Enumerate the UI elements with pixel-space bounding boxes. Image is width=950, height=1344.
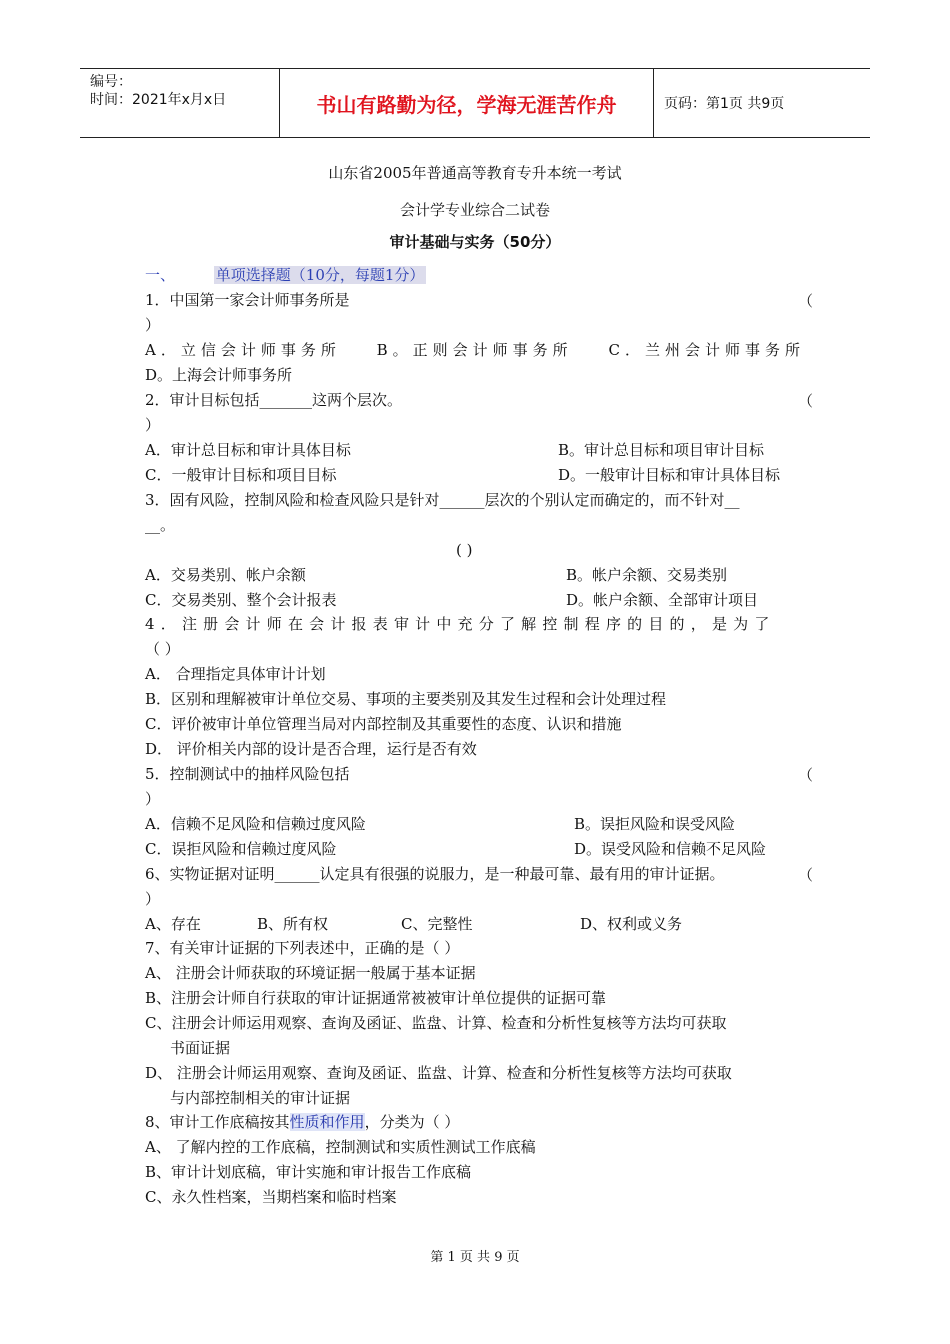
q6-option-d: D、权利或义务	[580, 915, 683, 933]
subject-title: 审计基础与实务（50分）	[389, 233, 561, 251]
q7-option-d-cont: 与内部控制相关的审计证据	[170, 1089, 351, 1107]
q4-option-c: C．评价被审计单位管理当局对内部控制及其重要性的态度、认识和措施	[145, 715, 622, 733]
q1-option-d: D。上海会计师事务所	[145, 366, 293, 384]
q4-option-d: D． 评价相关内部的设计是否合理，运行是否有效	[145, 740, 477, 758]
section-number: 一、	[145, 266, 176, 284]
section-heading	[145, 265, 426, 285]
q1-option-a: A．立信会计师事务所	[145, 341, 341, 359]
q6-option-c: C、完整性	[401, 915, 473, 933]
q8-stem-post: ，分类为（ ）	[364, 1113, 460, 1131]
q3-stem-cont: __。	[145, 516, 176, 534]
section-title: 单项选择题（10分，每题1分）	[215, 266, 425, 284]
q6-stem: 6、实物证据对证明______认定具有很强的说服力，是一种最可靠、最有用的审计证据。	[145, 865, 725, 883]
q8-stem	[145, 1112, 459, 1132]
q1-paren-open: （	[798, 292, 814, 310]
q1-stem: 1．中国第一家会计师事务所是	[145, 291, 350, 309]
q5-paren-open: （	[798, 766, 814, 784]
q4-option-b: B．区别和理解被审计单位交易、事项的主要类别及其发生过程和会计处理过程	[145, 690, 667, 708]
q7-option-a: A、 注册会计师获取的环境证据一般属于基本证据	[145, 964, 476, 982]
q8-stem-pre: 8、审计工作底稿按其	[145, 1113, 290, 1131]
page-footer: 第 1 页 共 9 页	[430, 1250, 520, 1265]
q7-option-c: C、注册会计师运用观察、查询及函证、监盘、计算、检查和分析性复核等方法均可获取	[145, 1014, 727, 1032]
q2-option-a: A．审计总目标和审计具体目标	[145, 441, 351, 459]
q8-option-c: C、永久性档案，当期档案和临时档案	[145, 1188, 397, 1206]
q3-option-d: D。帐户余额、全部审计项目	[566, 591, 759, 609]
q5-option-a: A．信赖不足风险和信赖过度风险	[145, 815, 366, 833]
q5-stem: 5．控制测试中的抽样风险包括	[145, 765, 350, 783]
q2-paren-open: （	[798, 392, 814, 410]
q4-paren: （ ）	[145, 640, 180, 658]
q1-option-c: C．兰州会计师事务所	[608, 341, 805, 359]
q3-paren: ( )	[456, 541, 473, 559]
q3-stem: 3．固有风险，控制风险和检查风险只是针对______层次的个别认定而确定的，而不针对__	[145, 491, 740, 509]
q4-option-a: A． 合理指定具体审计计划	[145, 665, 326, 683]
q6-paren-close: ）	[145, 890, 161, 908]
q1-option-b: B。正则会计师事务所	[376, 341, 573, 359]
q8-option-b: B、审计计划底稿，审计实施和审计报告工作底稿	[145, 1163, 472, 1181]
motto-text: 书山有路勤为径，学海无涯苦作舟	[316, 92, 617, 117]
q2-paren-close: ）	[145, 416, 161, 434]
paper-title: 会计学专业综合二试卷	[399, 201, 550, 219]
exam-title: 山东省2005年普通高等教育专升本统一考试	[328, 164, 622, 182]
q8-stem-highlight: 性质和作用	[289, 1113, 365, 1131]
q2-stem: 2．审计目标包括_______这两个层次。	[145, 391, 403, 409]
q5-option-d: D。误受风险和信赖不足风险	[574, 840, 767, 858]
q2-option-d: D。一般审计目标和审计具体目标	[558, 466, 781, 484]
q2-option-c: C．一般审计目标和项目目标	[145, 466, 337, 484]
q3-option-c: C．交易类别、整个会计报表	[145, 591, 337, 609]
header-left-cell	[80, 69, 280, 137]
q4-stem: 4．注册会计师在会计报表审计中充分了解控制程序的目的，是为了	[145, 615, 776, 633]
q7-stem: 7、有关审计证据的下列表述中，正确的是（ ）	[145, 939, 460, 957]
page-header-table	[80, 68, 870, 138]
q7-option-b: B、注册会计师自行获取的审计证据通常被被审计单位提供的证据可靠	[145, 989, 607, 1007]
q1-paren-close: ）	[145, 316, 161, 334]
number-label: 编号：	[90, 74, 132, 90]
q7-option-c-cont: 书面证据	[170, 1039, 231, 1057]
q5-option-b: B。误拒风险和误受风险	[574, 815, 736, 833]
time-label: 时间：2021年x月x日	[90, 92, 227, 108]
q5-paren-close: ）	[145, 790, 161, 808]
motto-cell	[280, 69, 654, 137]
q2-option-b: B。审计总目标和项目审计目标	[558, 441, 765, 459]
page-info-cell	[654, 69, 870, 137]
q6-option-a: A、存在	[145, 915, 201, 933]
q5-option-c: C．误拒风险和信赖过度风险	[145, 840, 337, 858]
page-info-text: 页码：第1页 共9页	[664, 96, 785, 112]
q8-option-a: A、 了解内控的工作底稿，控制测试和实质性测试工作底稿	[145, 1138, 536, 1156]
q3-option-a: A．交易类别、帐户余额	[145, 566, 306, 584]
q7-option-d: D、 注册会计师运用观察、查询及函证、监盘、计算、检查和分析性复核等方法均可获取	[145, 1064, 732, 1082]
q6-option-b: B、所有权	[257, 915, 329, 933]
q1-options-row	[145, 340, 805, 360]
q6-paren-open: （	[798, 866, 814, 884]
q3-option-b: B。帐户余额、交易类别	[566, 566, 728, 584]
